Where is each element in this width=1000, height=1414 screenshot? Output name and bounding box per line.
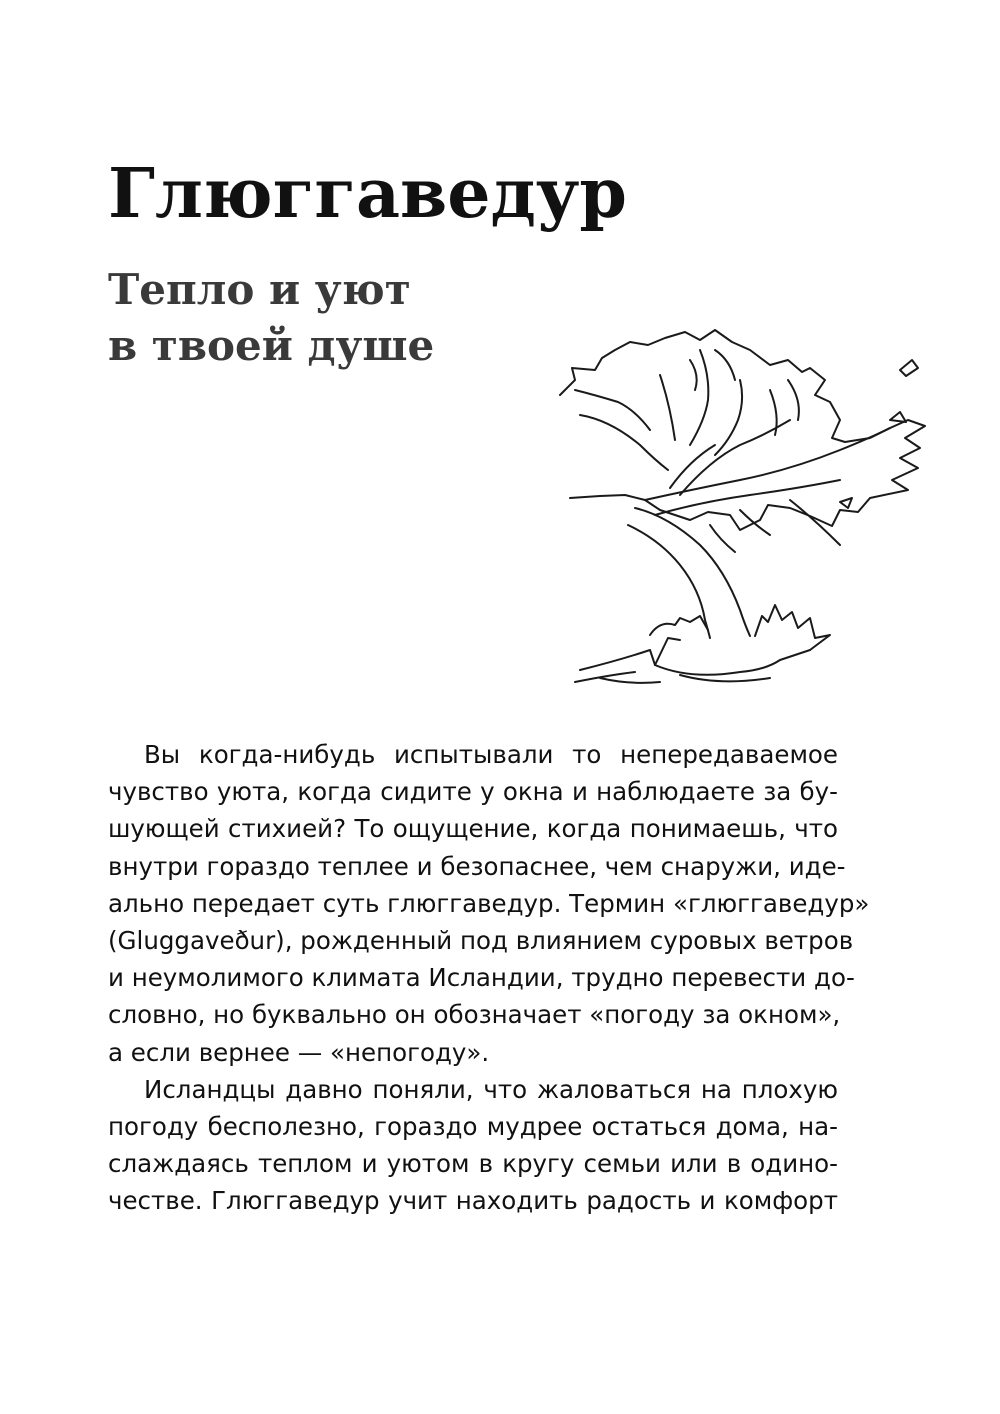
text-line: внутри гораздо теплее и безопаснее, чем снаружи, иде- <box>108 851 846 881</box>
text-line: Вы когда-нибудь испытывали то непередаваемое <box>144 740 838 769</box>
text-line: Исландцы давно поняли, что жаловаться на плохую <box>144 1074 838 1104</box>
text-line: слаждаясь теплом и уютом в кругу семьи или в одино- <box>108 1149 838 1179</box>
text-line: словно, но буквально он обозначает «погоду за окном», <box>108 1000 841 1030</box>
body-text <box>108 736 870 1220</box>
text-line: (Gluggaveður), рожденный под влиянием суровых ветров <box>108 926 854 956</box>
subtitle-line: Тепло и уют <box>108 265 411 314</box>
text-line: честве. Глюггаведур учит находить радость и комфорт <box>108 1186 838 1216</box>
page-title: Глюггаведур <box>108 154 627 234</box>
wind-swept-tree-icon <box>540 320 940 700</box>
text-line: а если вернее — «непогоду». <box>108 1037 490 1067</box>
text-line: и неумолимого климата Исландии, трудно перевести до- <box>108 963 855 993</box>
paragraph <box>108 1071 838 1220</box>
subtitle-line: в твоей душе <box>108 321 435 370</box>
text-line: ально передает суть глюггаведур. Термин «глюггаведур» <box>108 888 870 918</box>
text-line: чувство уюта, когда сидите у окна и наблюдаете за бу- <box>108 777 838 807</box>
text-line: шующей стихией? То ощущение, когда понимаешь, что <box>108 814 838 844</box>
subtitle <box>108 262 434 374</box>
paragraph <box>108 736 870 1071</box>
text-line: погоду бесполезно, гораздо мудрее остаться дома, на- <box>108 1112 838 1142</box>
